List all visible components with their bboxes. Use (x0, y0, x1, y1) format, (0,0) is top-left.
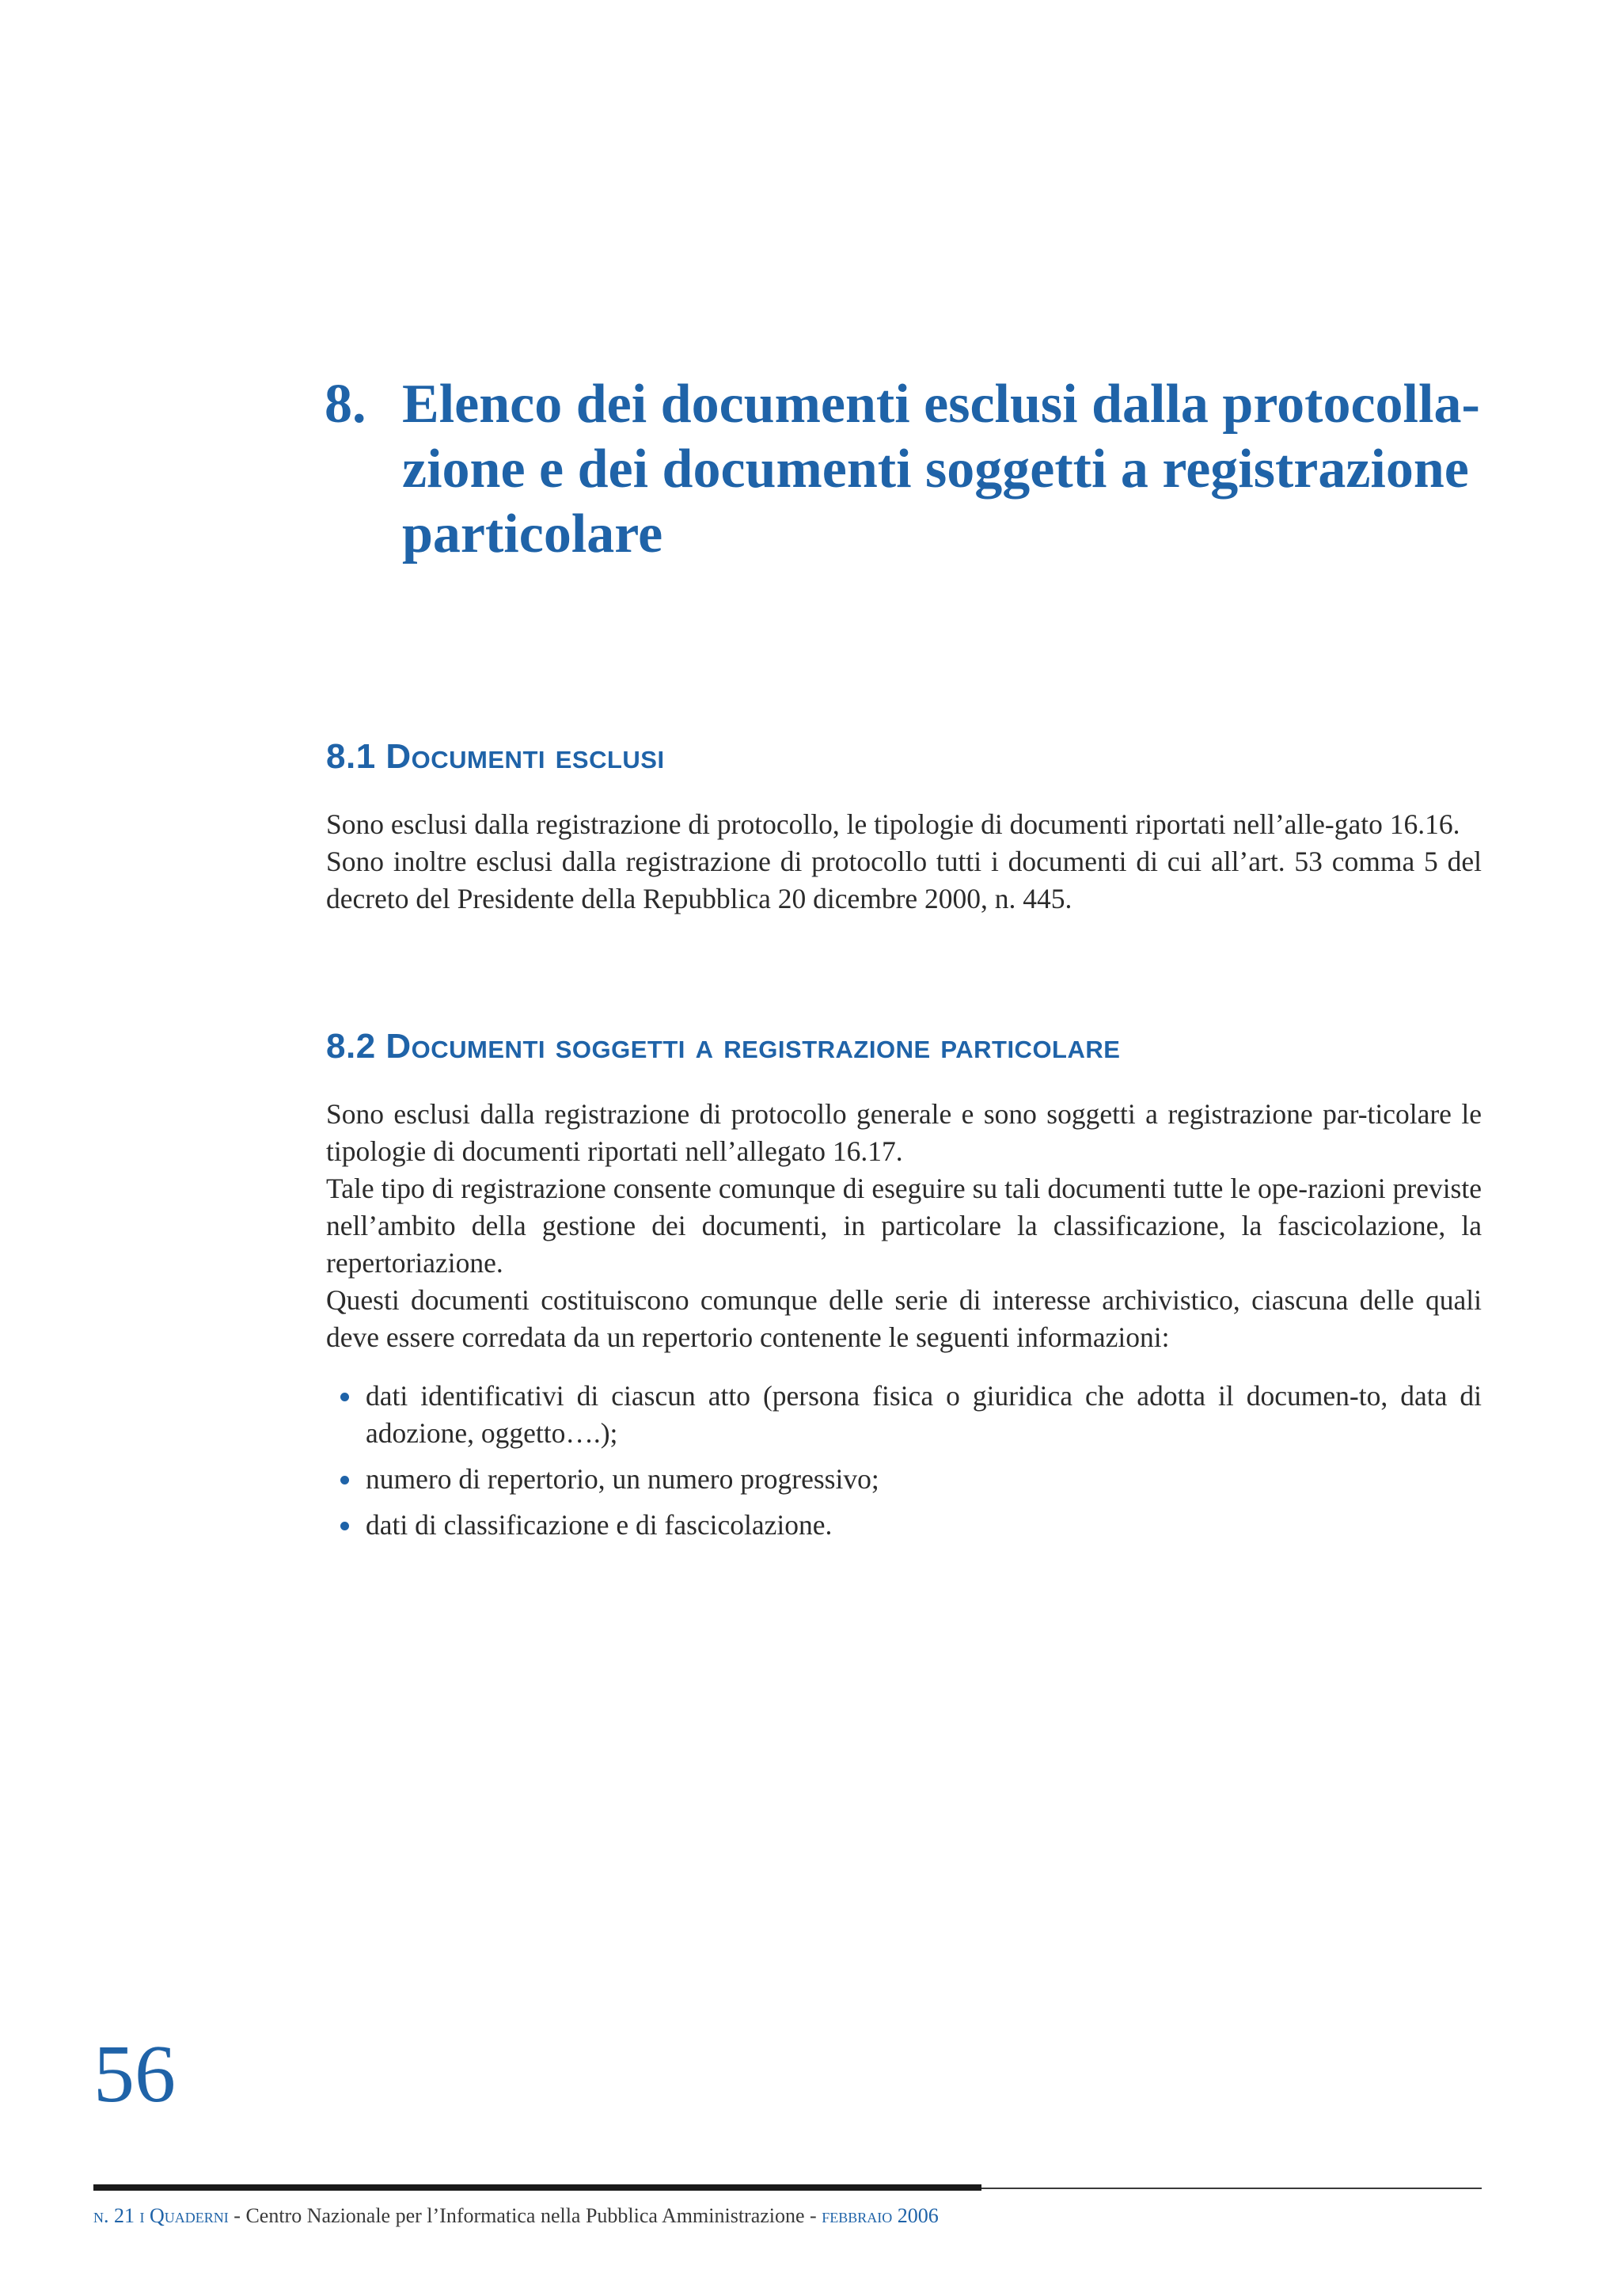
list-item (366, 1378, 1482, 1452)
footer-dash: - (228, 2204, 246, 2227)
bullet-list (366, 1378, 1482, 1553)
list-item-text: numero di repertorio, un numero progressivo; (366, 1463, 879, 1495)
footer-month: febbraio (822, 2204, 893, 2227)
paragraph: Sono inoltre esclusi dalla registrazione di protocollo tutti i documenti di cui all’art. 53 comma 5 del decreto del Presidente della Repubblica 20 dicembre 2000, n. 445. (326, 846, 1482, 914)
list-item (366, 1461, 1482, 1498)
paragraph: Sono esclusi dalla registrazione di protocollo generale e sono soggetti a registrazione par-ticolare le tipologie di documenti riportati nell’allegato 16.17. (326, 1098, 1482, 1167)
chapter-title-text: Elenco dei documenti esclusi dalla protocolla- zione e dei documenti soggetti a registrazione particolare (402, 374, 1480, 564)
footer-series: Quaderni (150, 2204, 229, 2227)
bullet-icon (340, 1476, 349, 1484)
paragraph: Tale tipo di registrazione consente comunque di eseguire su tali documenti tutte le ope-razioni previste nell’ambito della gestione dei documenti, in particolare la classificazione, la fascicolazione, la repertoriazione. (326, 1173, 1482, 1279)
page-number: 56 (93, 2028, 176, 2119)
section-heading-8-2: 8.2 Documenti soggetti a registrazione particolare (326, 1027, 1121, 1066)
section-8-1-body (326, 806, 1482, 918)
footer-issue: n. 21 (93, 2204, 135, 2227)
footer-year: 2006 (897, 2204, 939, 2227)
paragraph: Sono esclusi dalla registrazione di protocollo, le tipologie di documenti riportati nell’alle-gato 16.16. (326, 808, 1460, 840)
list-item-text: dati identificativi di ciascun atto (persona fisica o giuridica che adotta il documen-to, data di adozione, oggetto….); (366, 1380, 1482, 1449)
chapter-number: 8. (325, 374, 366, 435)
footer-divider-accent (93, 2184, 981, 2191)
bullet-icon (340, 1393, 349, 1401)
list-item-text: dati di classificazione e di fascicolazione. (366, 1509, 833, 1541)
chapter-title (325, 372, 1496, 567)
footer-dash: - (804, 2204, 822, 2227)
footer (93, 2203, 939, 2229)
footer-separator: i (139, 2204, 145, 2227)
paragraph: Questi documenti costituiscono comunque delle serie di interesse archivistico, ciascuna delle quali deve essere corredata da un repertorio contenente le seguenti informazioni: (326, 1284, 1482, 1353)
list-item (366, 1507, 1482, 1544)
section-8-2-body (326, 1096, 1482, 1356)
section-heading-8-1: 8.1 Documenti esclusi (326, 737, 665, 776)
footer-publisher: Centro Nazionale per l’Informatica nella Pubblica Amministrazione (245, 2204, 805, 2227)
bullet-icon (340, 1522, 349, 1530)
